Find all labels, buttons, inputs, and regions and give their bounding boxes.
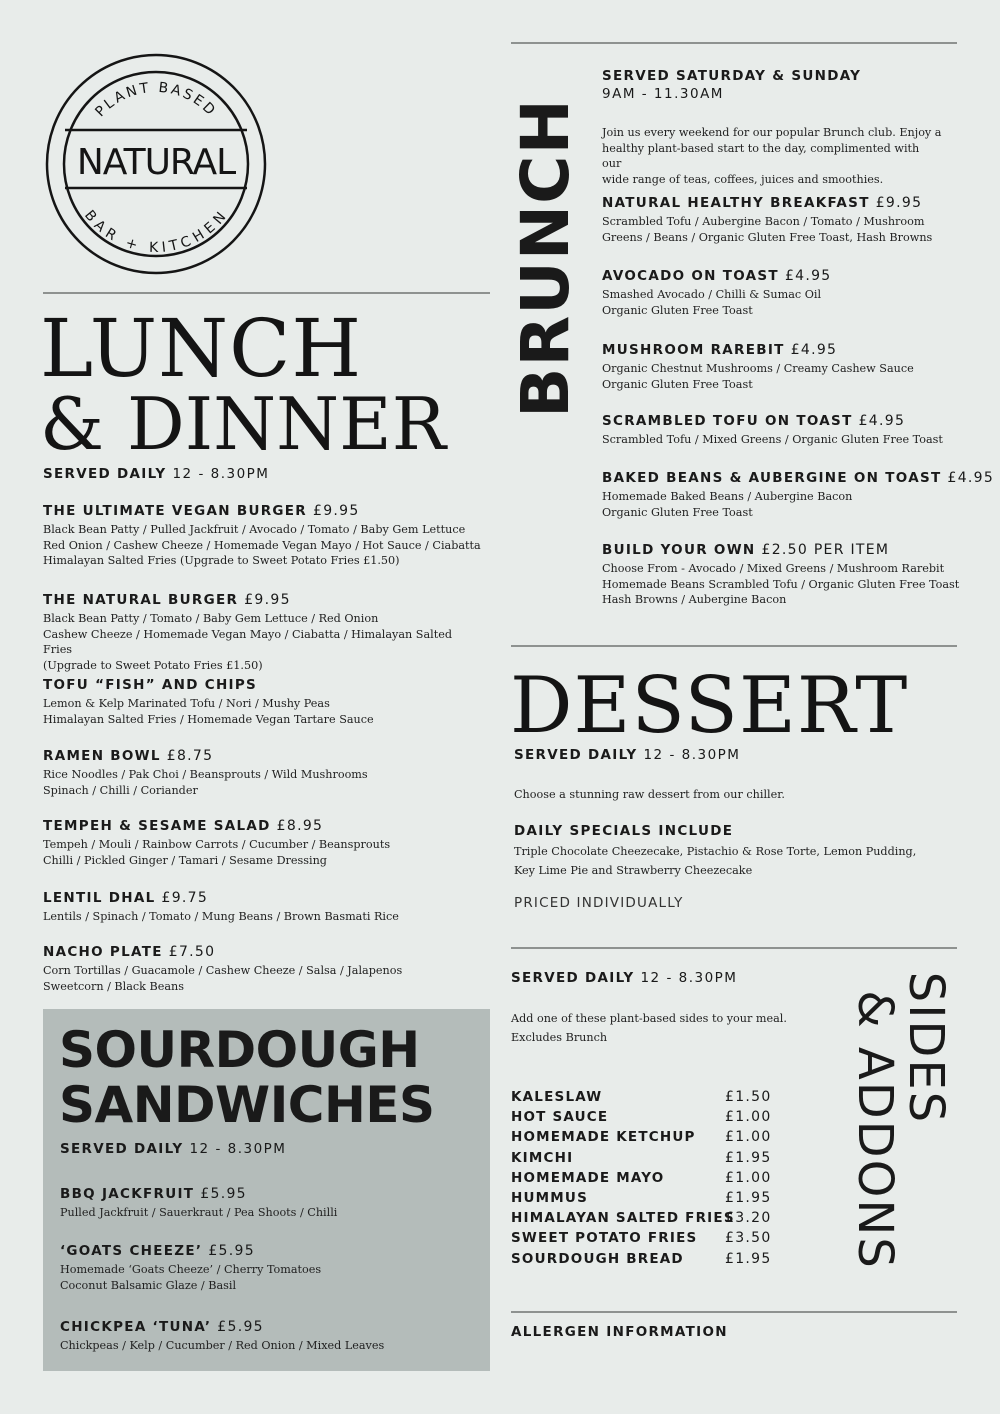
item-price: £8.75 <box>166 748 214 764</box>
side-item-row <box>511 1230 781 1250</box>
item-description <box>43 611 483 673</box>
item-header <box>60 1243 480 1259</box>
text-line: Add one of these plant-based sides to your meal. <box>511 1012 787 1025</box>
description-line: Chickpeas / Kelp / Cucumber / Red Onion / Mixed Leaves <box>60 1339 385 1352</box>
item-price: £2.50 PER ITEM <box>761 542 890 558</box>
logo-name: NATURAL <box>76 142 236 183</box>
description-line: Scrambled Tofu / Mixed Greens / Organic Gluten Free Toast <box>602 433 943 446</box>
description-line: Scrambled Tofu / Aubergine Bacon / Tomato / Mushroom <box>602 215 925 228</box>
description-line: Homemade Beans Scrambled Tofu / Organic Gluten Free Toast <box>602 577 960 591</box>
description-line: Lemon & Kelp Marinated Tofu / Nori / Mushy Peas <box>43 697 330 710</box>
item-price: £4.95 <box>790 342 838 358</box>
item-header <box>43 677 483 693</box>
description-line: Himalayan Salted Fries (Upgrade to Sweet Potato Fries £1.50) <box>43 554 400 567</box>
item-description <box>602 561 962 608</box>
text-line: Triple Chocolate Cheezecake, Pistachio & Rose Torte, Lemon Pudding, <box>514 845 917 858</box>
menu-item <box>43 748 483 798</box>
sandwiches-served <box>60 1141 286 1157</box>
item-description <box>60 1262 480 1293</box>
menu-item <box>602 470 995 520</box>
description-line: Pulled Jackfruit / Sauerkraut / Pea Shoots / Chilli <box>60 1206 338 1219</box>
item-name: MUSHROOM RAREBIT <box>602 342 785 358</box>
item-header <box>602 542 962 558</box>
item-description <box>43 963 483 994</box>
lunch-title-line2: & DINNER <box>40 382 446 466</box>
description-line: Tempeh / Mouli / Rainbow Carrots / Cucumber / Beansprouts <box>43 838 391 851</box>
dessert-intro: Choose a stunning raw dessert from our chiller. <box>514 788 785 801</box>
side-item-price: £1.95 <box>725 1149 772 1166</box>
svg-text:PLANT BASED <box>92 80 219 120</box>
description-line: Chilli / Pickled Ginger / Tamari / Sesame Dressing <box>43 853 327 867</box>
item-header <box>43 818 483 834</box>
item-header <box>43 944 483 960</box>
side-item-name: HUMMUS <box>511 1190 589 1206</box>
menu-item <box>43 944 483 994</box>
item-price: £5.95 <box>200 1186 247 1202</box>
dessert-specials-title: DAILY SPECIALS INCLUDE <box>514 823 734 839</box>
description-line: Organic Chestnut Mushrooms / Creamy Cashew Sauce <box>602 362 914 375</box>
item-description <box>43 767 483 798</box>
description-line: Cashew Cheeze / Homemade Vegan Mayo / Ciabatta / Himalayan Salted Fries <box>43 627 452 656</box>
item-price: £9.95 <box>244 592 291 608</box>
item-header <box>43 890 483 906</box>
item-name: BBQ JACKFRUIT <box>60 1186 195 1202</box>
item-price: £5.95 <box>217 1319 264 1335</box>
item-name: AVOCADO ON TOAST <box>602 268 779 284</box>
item-price: £9.95 <box>875 195 923 211</box>
side-item-price: £1.00 <box>725 1129 772 1146</box>
side-item-name: HOT SAUCE <box>511 1109 609 1126</box>
item-price: £4.95 <box>947 470 995 486</box>
item-name: NATURAL HEALTHY BREAKFAST <box>602 195 870 211</box>
sides-title-line2: & ADDONS <box>847 990 903 1270</box>
sides-title-line1: SIDES <box>898 971 954 1125</box>
item-description <box>602 287 962 318</box>
item-header <box>43 592 483 608</box>
text-line: Key Lime Pie and Strawberry Cheezecake <box>514 863 753 877</box>
item-header <box>602 268 962 284</box>
side-item-price: £1.95 <box>725 1190 772 1206</box>
dessert-title: DESSERT <box>510 661 909 751</box>
item-name: THE NATURAL BURGER <box>43 592 239 608</box>
sandwiches-title-line1: SOURDOUGH <box>59 1021 420 1079</box>
description-line: Smashed Avocado / Chilli & Sumac Oil <box>602 288 822 301</box>
item-description <box>60 1338 480 1354</box>
item-description <box>602 361 962 392</box>
svg-text:BAR + KITCHEN <box>81 207 231 256</box>
dessert-priced: PRICED INDIVIDUALLY <box>514 895 684 911</box>
item-description <box>43 696 483 727</box>
item-description <box>43 837 483 868</box>
side-item-price: £1.00 <box>725 1169 772 1186</box>
logo-emblem <box>44 52 268 276</box>
item-description <box>602 489 962 520</box>
menu-item <box>60 1186 480 1221</box>
side-item-price: £1.50 <box>725 1089 772 1105</box>
brunch-served-label: SERVED SATURDAY & SUNDAY <box>602 68 862 84</box>
item-price: £9.75 <box>161 890 209 906</box>
served-time: 12 - 8.30PM <box>640 970 738 986</box>
text-line: Join us every weekend for our popular Brunch club. Enjoy a <box>602 126 942 139</box>
item-description <box>60 1205 480 1221</box>
item-header <box>602 413 962 429</box>
description-line: Greens / Beans / Organic Gluten Free Toast, Hash Browns <box>602 230 933 244</box>
item-price: £4.95 <box>784 268 832 284</box>
menu-item <box>602 413 962 448</box>
description-line: (Upgrade to Sweet Potato Fries £1.50) <box>43 658 263 672</box>
item-price: £5.95 <box>208 1243 255 1259</box>
side-item-row <box>511 1251 781 1271</box>
item-price: £4.95 <box>858 413 906 429</box>
served-label: SERVED DAILY <box>43 466 167 482</box>
lunch-served <box>43 466 269 482</box>
menu-item <box>43 592 483 673</box>
menu-item <box>43 890 483 925</box>
text-line: wide range of teas, coffees, juices and smoothies. <box>602 172 884 186</box>
logo-bottom-text: BAR + KITCHEN <box>80 207 231 257</box>
side-item-row <box>511 1109 781 1129</box>
sides-intro <box>511 1009 787 1047</box>
description-line: Organic Gluten Free Toast <box>602 303 753 317</box>
sides-title-wrap <box>845 970 960 1290</box>
brunch-title: BRUNCH <box>507 98 584 418</box>
side-item-price: £1.95 <box>725 1250 772 1267</box>
item-description <box>602 432 962 448</box>
item-header <box>60 1186 480 1202</box>
item-name: THE ULTIMATE VEGAN BURGER <box>43 503 307 519</box>
divider <box>511 645 957 647</box>
description-line: Choose From - Avocado / Mixed Greens / Mushroom Rarebit <box>602 562 945 575</box>
menu-item <box>602 342 962 392</box>
side-item-row <box>511 1190 781 1210</box>
sandwiches-title-line2: SANDWICHES <box>59 1076 435 1134</box>
menu-item <box>602 195 962 245</box>
logo <box>44 52 268 276</box>
item-header <box>43 748 483 764</box>
side-item-row <box>511 1210 781 1230</box>
brunch-title-wrap <box>508 66 584 450</box>
item-name: SCRAMBLED TOFU ON TOAST <box>602 413 853 429</box>
item-name: TOFU “FISH” AND CHIPS <box>43 677 258 693</box>
menu-item <box>60 1243 480 1293</box>
menu-item <box>60 1319 480 1354</box>
text-line: healthy plant-based start to the day, complimented with our <box>602 141 920 170</box>
served-label: SERVED DAILY <box>511 970 635 986</box>
served-time: 12 - 8.30PM <box>189 1141 287 1157</box>
item-price: £7.50 <box>168 944 216 960</box>
description-line: Organic Gluten Free Toast <box>602 377 753 391</box>
logo-top-text: PLANT BASED <box>92 79 220 121</box>
description-line: Hash Browns / Aubergine Bacon <box>602 593 787 606</box>
side-item-name: SOURDOUGH BREAD <box>511 1250 684 1267</box>
side-item-price: £3.20 <box>725 1210 772 1227</box>
description-line: Organic Gluten Free Toast <box>602 505 753 519</box>
item-name: CHICKPEA ‘TUNA’ <box>60 1319 212 1335</box>
side-item-name: KIMCHI <box>511 1149 574 1166</box>
allergen-information-link[interactable]: ALLERGEN INFORMATION <box>511 1324 728 1340</box>
description-line: Red Onion / Cashew Cheeze / Homemade Vegan Mayo / Hot Sauce / Ciabatta <box>43 538 481 552</box>
side-item-name: HIMALAYAN SALTED FRIES <box>511 1210 735 1227</box>
side-item-name: KALESLAW <box>511 1089 603 1105</box>
menu-item <box>43 503 483 569</box>
menu-item <box>43 818 483 868</box>
divider <box>511 947 957 949</box>
item-name: BAKED BEANS & AUBERGINE ON TOAST <box>602 470 942 486</box>
item-header <box>602 195 962 211</box>
divider <box>43 292 490 294</box>
description-line: Homemade Baked Beans / Aubergine Bacon <box>602 490 853 503</box>
description-line: Rice Noodles / Pak Choi / Beansprouts / Wild Mushrooms <box>43 768 368 781</box>
text-line: Excludes Brunch <box>511 1031 608 1044</box>
dessert-specials <box>514 843 916 880</box>
item-header <box>602 470 995 486</box>
item-header <box>60 1319 480 1335</box>
menu-item <box>602 268 962 318</box>
description-line: Coconut Balsamic Glaze / Basil <box>60 1278 237 1292</box>
item-name: TEMPEH & SESAME SALAD <box>43 818 271 834</box>
description-line: Black Bean Patty / Tomato / Baby Gem Lettuce / Red Onion <box>43 612 379 625</box>
item-header <box>43 503 483 519</box>
brunch-intro <box>602 125 942 187</box>
side-item-name: SWEET POTATO FRIES <box>511 1230 698 1247</box>
served-label: SERVED DAILY <box>60 1141 184 1157</box>
item-description <box>602 214 962 245</box>
description-line: Himalayan Salted Fries / Homemade Vegan Tartare Sauce <box>43 712 374 726</box>
description-line: Sweetcorn / Black Beans <box>43 979 184 993</box>
description-line: Lentils / Spinach / Tomato / Mung Beans / Brown Basmati Rice <box>43 910 399 923</box>
menu-item <box>602 542 962 608</box>
lunch-title-line1: LUNCH <box>40 302 363 395</box>
item-price: £8.95 <box>276 818 324 834</box>
side-item-name: HOMEMADE MAYO <box>511 1169 665 1186</box>
description-line: Black Bean Patty / Pulled Jackfruit / Avocado / Tomato / Baby Gem Lettuce <box>43 523 466 536</box>
divider <box>511 1311 957 1313</box>
served-label: SERVED DAILY <box>514 747 638 763</box>
item-description <box>43 909 483 925</box>
description-line: Homemade ‘Goats Cheeze’ / Cherry Tomatoes <box>60 1263 322 1276</box>
side-item-name: HOMEMADE KETCHUP <box>511 1129 696 1146</box>
item-description <box>43 522 483 569</box>
item-name: LENTIL DHAL <box>43 890 156 906</box>
item-name: BUILD YOUR OWN <box>602 542 756 558</box>
item-price: £9.95 <box>313 503 360 519</box>
side-item-row <box>511 1129 781 1149</box>
side-item-price: £3.50 <box>725 1230 772 1247</box>
description-line: Corn Tortillas / Guacamole / Cashew Cheeze / Salsa / Jalapenos <box>43 964 403 977</box>
description-line: Spinach / Chilli / Coriander <box>43 783 198 797</box>
item-header <box>602 342 962 358</box>
divider <box>511 42 957 44</box>
menu-item <box>43 677 483 727</box>
sides-served <box>511 970 737 986</box>
item-name: RAMEN BOWL <box>43 748 161 764</box>
served-time: 12 - 8.30PM <box>643 747 741 763</box>
served-time: 12 - 8.30PM <box>172 466 270 482</box>
side-item-row <box>511 1089 781 1109</box>
side-item-price: £1.00 <box>725 1109 772 1126</box>
brunch-served-time: 9AM - 11.30AM <box>602 86 724 102</box>
item-name: ‘GOATS CHEEZE’ <box>60 1243 203 1259</box>
item-name: NACHO PLATE <box>43 944 163 960</box>
side-item-row <box>511 1150 781 1170</box>
dessert-served <box>514 747 740 763</box>
side-item-row <box>511 1170 781 1190</box>
